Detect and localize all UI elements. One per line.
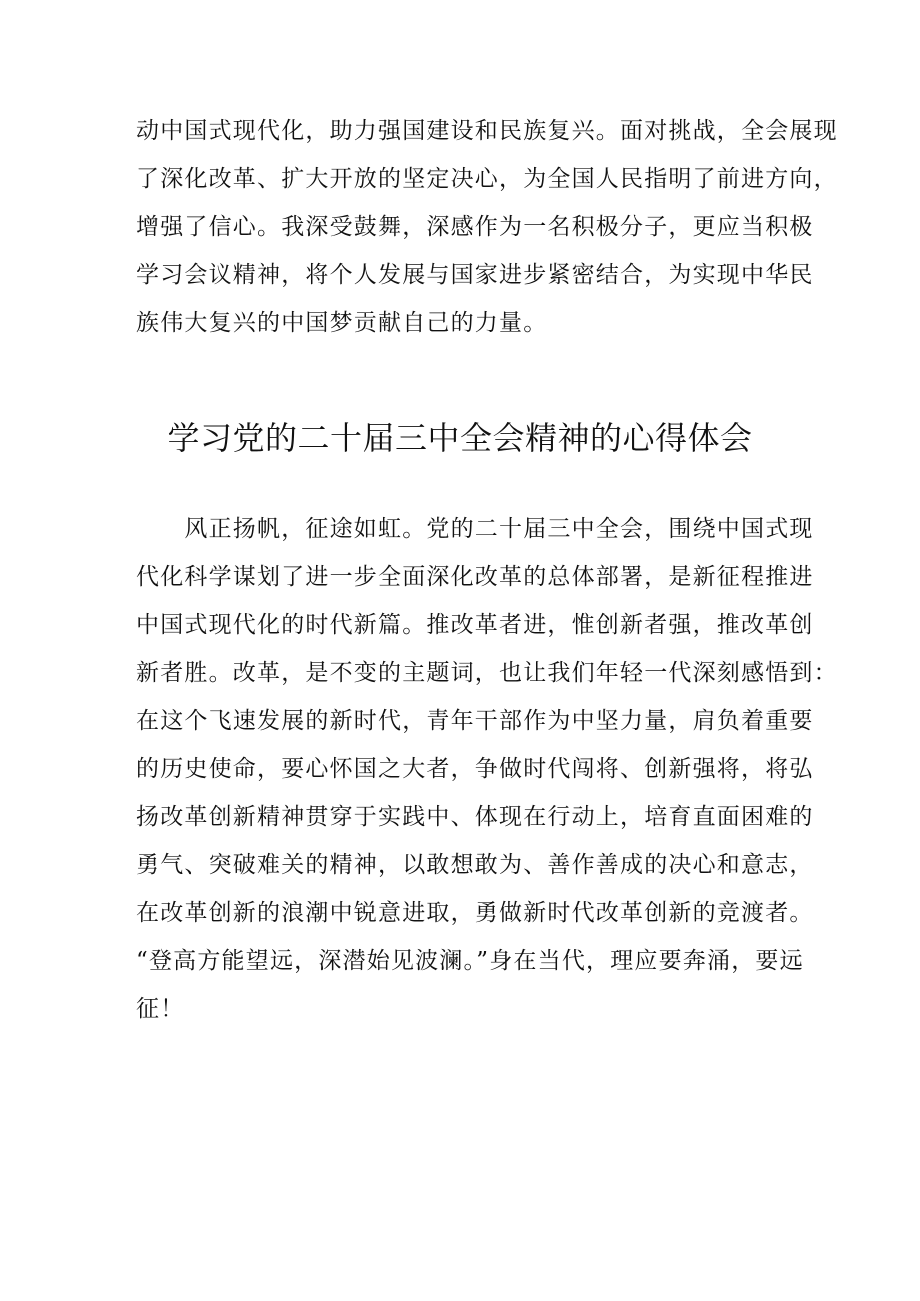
paragraph2-line: 新者胜。改革，是不变的主题词，也让我们年轻一代深刻感悟到： (136, 660, 838, 686)
paragraph2-line: “登高方能望远，深潜始见波澜。”身在当代，理应要奔涌，要远 (136, 948, 804, 974)
paragraph1-line: 族伟大复兴的中国梦贡献自己的力量。 (136, 310, 548, 336)
document-title: 学习党的二十届三中全会精神的心得体会 (167, 419, 753, 457)
paragraph1-line: 学习会议精神，将个人发展与国家进步紧密结合，为实现中华民 (136, 262, 814, 288)
paragraph2-line: 征！ (136, 996, 185, 1022)
paragraph2-line: 风正扬帆，征途如虹。党的二十届三中全会，围绕中国式现 (136, 516, 814, 542)
paragraph1-line: 了深化改革、扩大开放的坚定决心，为全国人民指明了前进方向， (136, 166, 838, 192)
paragraph2-line: 中国式现代化的时代新篇。推改革者进，惟创新者强，推改革创 (136, 612, 814, 638)
paragraph2-line: 扬改革创新精神贯穿于实践中、体现在行动上，培育直面困难的 (136, 804, 814, 830)
paragraph2-line: 代化科学谋划了进一步全面深化改革的总体部署，是新征程推进 (136, 564, 814, 590)
paragraph1-line: 增强了信心。我深受鼓舞，深感作为一名积极分子，更应当积极 (136, 214, 814, 240)
paragraph2-line: 在改革创新的浪潮中锐意进取，勇做新时代改革创新的竞渡者。 (136, 900, 814, 926)
paragraph1-line: 动中国式现代化，助力强国建设和民族复兴。面对挑战，全会展现 (136, 118, 838, 144)
paragraph2-line: 在这个飞速发展的新时代，青年干部作为中坚力量，肩负着重要 (136, 708, 814, 734)
paragraph2-line: 勇气、突破难关的精神，以敢想敢为、善作善成的决心和意志， (136, 852, 814, 878)
paragraph2-line: 的历史使命，要心怀国之大者，争做时代闯将、创新强将，将弘 (136, 756, 814, 782)
